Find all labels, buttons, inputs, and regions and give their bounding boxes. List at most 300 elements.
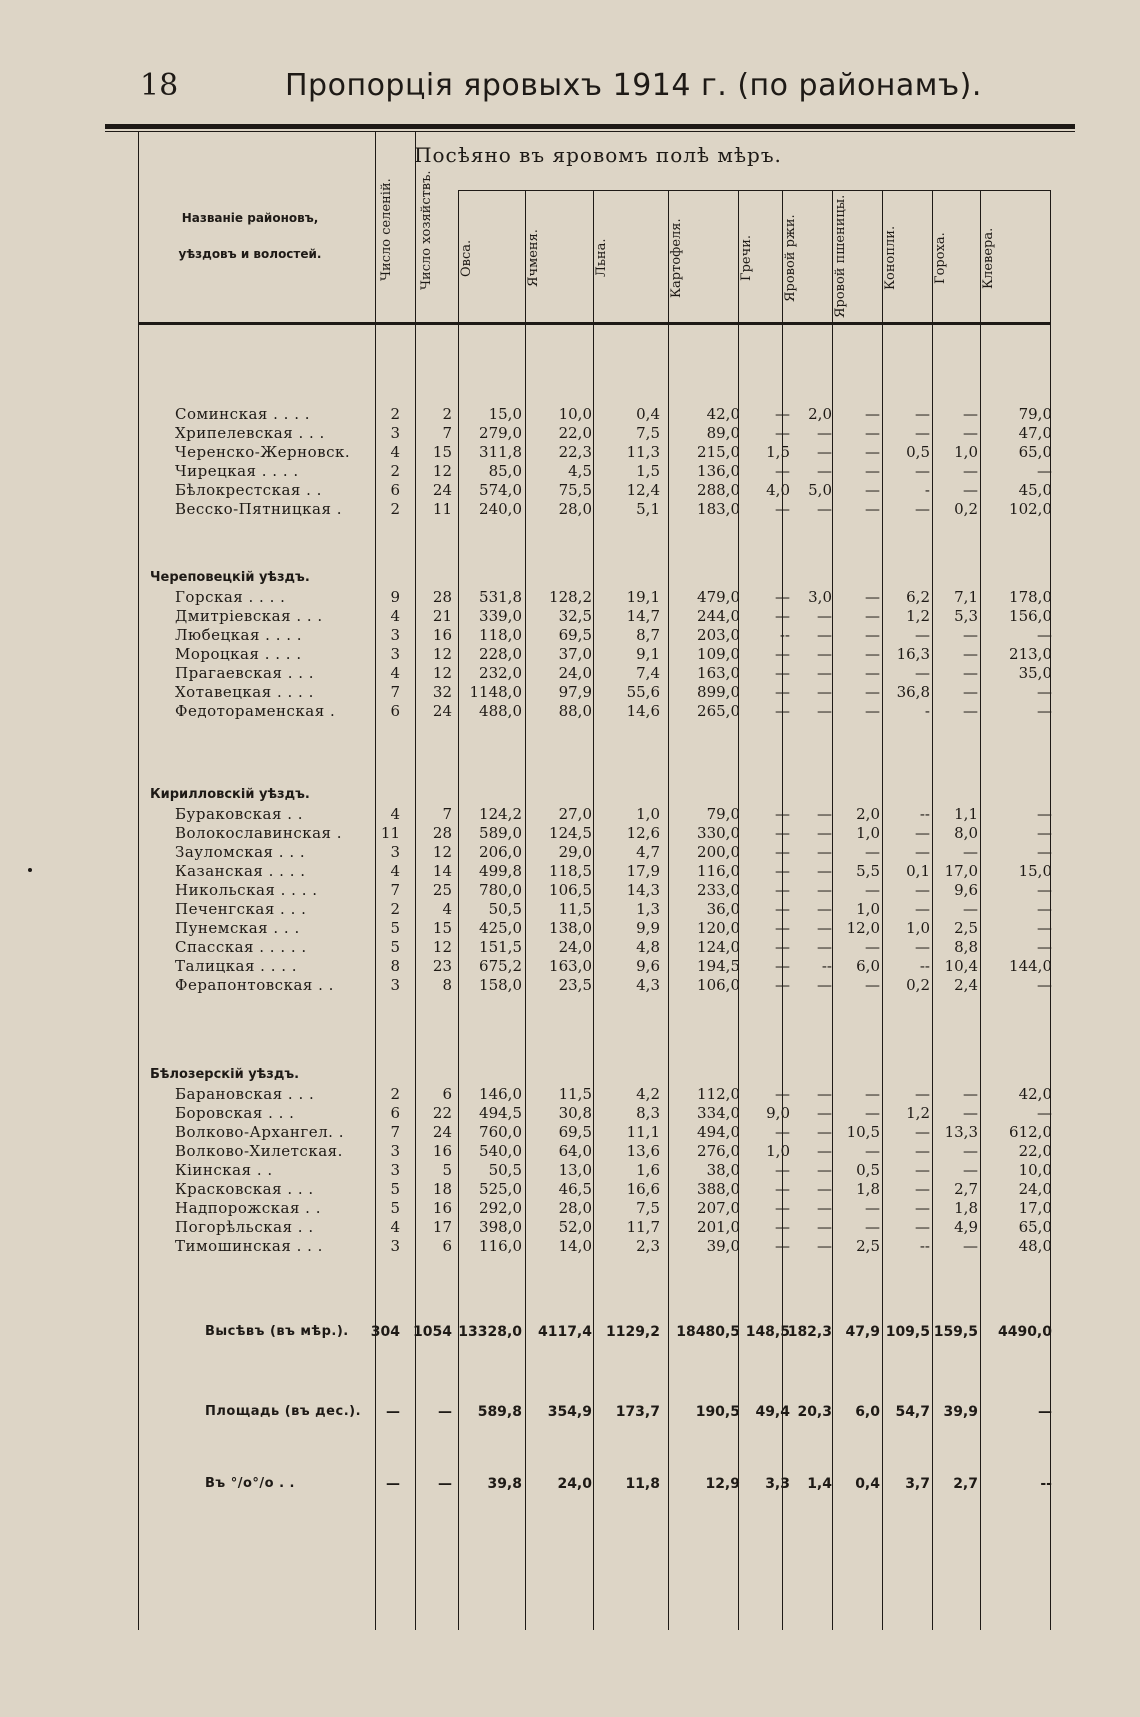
cell-value: 118,0	[479, 626, 522, 644]
cell-value: 24,0	[557, 1476, 592, 1492]
header-rule-thin	[105, 131, 1075, 132]
cell-value: —	[963, 481, 978, 499]
cell-value: —	[963, 702, 978, 720]
cell-value: —	[817, 1085, 832, 1103]
cell-value: 3,0	[808, 588, 832, 606]
cell-value: 589,0	[479, 824, 522, 842]
cell-value: 112,0	[697, 1085, 740, 1103]
cell-value: 1,0	[766, 1142, 790, 1160]
cell-value: 124,2	[479, 805, 522, 823]
cell-value: 13,6	[626, 1142, 660, 1160]
row-label: Печенгская . . .	[175, 900, 307, 918]
cell-value: 6	[442, 1085, 452, 1103]
cell-value: —	[915, 938, 930, 956]
row-label: Ферапонтовская . .	[175, 976, 334, 994]
table-row	[0, 938, 1140, 957]
cell-value: 7	[390, 1123, 400, 1141]
cell-value: 12,0	[846, 919, 880, 937]
cell-value: 675,2	[479, 957, 522, 975]
cell-value: 1,3	[636, 900, 660, 918]
page-number: 18	[140, 68, 179, 103]
cell-value: 19,1	[626, 588, 660, 606]
table-row	[0, 1404, 1140, 1423]
table-row	[0, 805, 1140, 824]
cell-value: 47,9	[845, 1324, 880, 1340]
cell-value: 330,0	[697, 824, 740, 842]
cell-value: 339,0	[479, 607, 522, 625]
cell-value: 48,0	[1018, 1237, 1052, 1255]
cell-value: —	[817, 1218, 832, 1236]
cell-value: 12,6	[626, 824, 660, 842]
cell-value: —	[775, 702, 790, 720]
cell-value: —	[775, 607, 790, 625]
cell-value: --	[919, 1237, 930, 1255]
cell-value: 32,5	[558, 607, 592, 625]
cell-value: 4,2	[636, 1085, 660, 1103]
cell-value: 1,5	[636, 462, 660, 480]
cell-value: 16	[432, 1199, 452, 1217]
cell-value: --	[919, 805, 930, 823]
table-row	[0, 1180, 1140, 1199]
cell-value: 398,0	[479, 1218, 522, 1236]
cell-value: 8	[442, 976, 452, 994]
cell-value: 540,0	[479, 1142, 522, 1160]
cell-value: 28,0	[558, 1199, 592, 1217]
cell-value: 1,2	[906, 607, 930, 625]
table-row	[0, 443, 1140, 462]
cell-value: 14,7	[626, 607, 660, 625]
cell-value: 3	[390, 645, 400, 663]
cell-value: 4,8	[636, 938, 660, 956]
cell-value: —	[775, 1199, 790, 1217]
cell-value: —	[963, 1104, 978, 1122]
cell-value: 128,2	[549, 588, 592, 606]
cell-value: —	[915, 1180, 930, 1198]
cell-value: —	[963, 1237, 978, 1255]
name-column-header-line2: уѣздовъ и волостей.	[178, 247, 322, 261]
cell-value: 760,0	[479, 1123, 522, 1141]
table-row	[0, 424, 1140, 443]
cell-value: 97,9	[558, 683, 592, 701]
cell-value: —	[865, 500, 880, 518]
cell-value: 156,0	[1009, 607, 1052, 625]
cell-value: 311,8	[479, 443, 522, 461]
cell-value: —	[817, 919, 832, 937]
row-label: Надпорожская . .	[175, 1199, 321, 1217]
cell-value: —	[915, 900, 930, 918]
cell-value: 11,5	[558, 900, 592, 918]
cell-value: —	[1037, 881, 1052, 899]
cell-value: 2,7	[953, 1476, 978, 1492]
cell-value: 4117,4	[537, 1324, 592, 1340]
cell-value: 0,2	[954, 500, 978, 518]
cell-value: 69,5	[558, 1123, 592, 1141]
cell-value: 182,3	[787, 1324, 832, 1340]
cell-value: —	[915, 1123, 930, 1141]
cell-value: 9	[390, 588, 400, 606]
cell-value: 3	[390, 843, 400, 861]
cell-value: 148,5	[745, 1324, 790, 1340]
cell-value: —	[963, 1161, 978, 1179]
cell-value: 10,0	[1018, 1161, 1052, 1179]
cell-value: 244,0	[697, 607, 740, 625]
cell-value: —	[963, 664, 978, 682]
cell-value: 52,0	[558, 1218, 592, 1236]
cell-value: —	[438, 1476, 452, 1492]
cell-value: —	[817, 443, 832, 461]
table-row	[0, 824, 1140, 843]
cell-value: 4	[390, 1218, 400, 1236]
cell-value: 5	[390, 919, 400, 937]
cell-value: —	[775, 1161, 790, 1179]
cell-value: 5	[390, 1180, 400, 1198]
cell-value: 1,5	[766, 443, 790, 461]
cell-value: 2	[390, 500, 400, 518]
cell-value: —	[386, 1476, 400, 1492]
cell-value: —	[817, 976, 832, 994]
cell-value: 2,4	[954, 976, 978, 994]
cell-value: 65,0	[1018, 443, 1052, 461]
cell-value: 37,0	[558, 645, 592, 663]
table-row	[0, 500, 1140, 519]
cell-value: 1148,0	[469, 683, 522, 701]
cell-value: 7	[442, 805, 452, 823]
district-title: Череповецкій уѣздъ.	[150, 570, 310, 585]
cell-value: 173,7	[615, 1404, 660, 1420]
cell-value: 7,5	[636, 424, 660, 442]
cell-value: —	[865, 976, 880, 994]
cell-value: 1,0	[954, 443, 978, 461]
row-label: Хрипелевская . . .	[175, 424, 325, 442]
cell-value: 106,0	[697, 976, 740, 994]
cell-value: 5	[390, 938, 400, 956]
row-label: Красковская . . .	[175, 1180, 314, 1198]
cell-value: 3	[390, 1161, 400, 1179]
cell-value: —	[775, 588, 790, 606]
cell-value: —	[865, 702, 880, 720]
cell-value: 109,5	[885, 1324, 930, 1340]
cell-value: —	[963, 645, 978, 663]
cell-value: —	[817, 1123, 832, 1141]
cell-value: 233,0	[697, 881, 740, 899]
cell-value: 3	[390, 976, 400, 994]
cell-value: 21	[432, 607, 452, 625]
cell-value: 5,5	[856, 862, 880, 880]
cell-value: 2,5	[856, 1237, 880, 1255]
cell-value: 85,0	[488, 462, 522, 480]
cell-value: 4,5	[568, 462, 592, 480]
cell-value: —	[865, 405, 880, 423]
cell-value: —	[1037, 976, 1052, 994]
cell-value: 138,0	[549, 919, 592, 937]
cell-value: 1,2	[906, 1104, 930, 1122]
cell-value: —	[1037, 919, 1052, 937]
cell-value: 1,6	[636, 1161, 660, 1179]
cell-value: —	[1037, 626, 1052, 644]
cell-value: —	[963, 1142, 978, 1160]
cell-value: 288,0	[697, 481, 740, 499]
cell-value: 3	[390, 424, 400, 442]
cell-value: —	[865, 481, 880, 499]
cell-value: 4	[390, 862, 400, 880]
cell-value: —	[817, 664, 832, 682]
cell-value: —	[865, 424, 880, 442]
cell-value: 5	[390, 1199, 400, 1217]
cell-value: 2,5	[954, 919, 978, 937]
row-label: Никольская . . . .	[175, 881, 318, 899]
table-row	[0, 645, 1140, 664]
row-label: Федотораменская .	[175, 702, 336, 720]
cell-value: 11,5	[558, 1085, 592, 1103]
cell-value: —	[775, 862, 790, 880]
cell-value: —	[1037, 702, 1052, 720]
cell-value: —	[865, 1085, 880, 1103]
cell-value: 8,7	[636, 626, 660, 644]
table-row	[0, 481, 1140, 500]
cell-value: 4	[390, 805, 400, 823]
speck	[28, 868, 32, 872]
cell-value: 144,0	[1009, 957, 1052, 975]
cell-value: 12	[432, 843, 452, 861]
cell-value: 1054	[413, 1324, 452, 1340]
cell-value: 12	[432, 938, 452, 956]
cell-value: 11	[432, 500, 452, 518]
cell-value: —	[817, 824, 832, 842]
cell-value: 488,0	[479, 702, 522, 720]
cell-value: 18	[432, 1180, 452, 1198]
group-rule	[458, 190, 1050, 191]
cell-value: 11	[380, 824, 400, 842]
cell-value: 589,8	[477, 1404, 522, 1420]
column-header: Яровой ржи.	[783, 214, 798, 302]
cell-value: —	[817, 900, 832, 918]
cell-value: 15	[432, 443, 452, 461]
cell-value: 6,2	[906, 588, 930, 606]
cell-value: 3	[390, 1237, 400, 1255]
cell-value: —	[817, 683, 832, 701]
table-row	[0, 843, 1140, 862]
cell-value: —	[963, 462, 978, 480]
cell-value: —	[775, 424, 790, 442]
cell-value: 1,0	[856, 900, 880, 918]
cell-value: 0,4	[855, 1476, 880, 1492]
cell-value: 1,0	[636, 805, 660, 823]
cell-value: —	[1037, 843, 1052, 861]
table-row	[0, 957, 1140, 976]
cell-value: 14,6	[626, 702, 660, 720]
cell-value: 55,6	[626, 683, 660, 701]
cell-value: 9,6	[636, 957, 660, 975]
table-row	[0, 588, 1140, 607]
cell-value: —	[915, 626, 930, 644]
cell-value: —	[915, 405, 930, 423]
table-row	[0, 702, 1140, 721]
cell-value: —	[963, 843, 978, 861]
row-label: Погорѣльская . .	[175, 1218, 314, 1236]
cell-value: —	[775, 664, 790, 682]
cell-value: 194,5	[697, 957, 740, 975]
cell-value: --	[919, 957, 930, 975]
cell-value: 36,0	[706, 900, 740, 918]
cell-value: 106,5	[549, 881, 592, 899]
row-label: Тимошинская . . .	[175, 1237, 323, 1255]
cell-value: 5,1	[636, 500, 660, 518]
cell-value: 3	[390, 1142, 400, 1160]
cell-value: 334,0	[697, 1104, 740, 1122]
row-label: Пунемская . . .	[175, 919, 300, 937]
cell-value: 22,0	[1018, 1142, 1052, 1160]
cell-value: 4	[390, 607, 400, 625]
cell-value: 47,0	[1018, 424, 1052, 442]
cell-value: —	[915, 1199, 930, 1217]
cell-value: —	[865, 443, 880, 461]
cell-value: —	[817, 881, 832, 899]
cell-value: —	[865, 664, 880, 682]
cell-value: 6,0	[856, 957, 880, 975]
cell-value: 7	[442, 424, 452, 442]
cell-value: 28,0	[558, 500, 592, 518]
cell-value: 16,6	[626, 1180, 660, 1198]
cell-value: 36,8	[896, 683, 930, 701]
cell-value: —	[915, 500, 930, 518]
cell-value: —	[1037, 805, 1052, 823]
cell-value: —	[865, 1218, 880, 1236]
cell-value: 10,4	[944, 957, 978, 975]
cell-value: 494,0	[697, 1123, 740, 1141]
cell-value: —	[775, 824, 790, 842]
cell-value: 13328,0	[458, 1324, 522, 1340]
cell-value: -	[924, 702, 930, 720]
cell-value: 232,0	[479, 664, 522, 682]
column-header: Картофеля.	[669, 218, 684, 298]
cell-value: 5,3	[954, 607, 978, 625]
cell-value: 11,7	[626, 1218, 660, 1236]
cell-value: —	[963, 424, 978, 442]
cell-value: —	[865, 626, 880, 644]
table-row	[0, 1123, 1140, 1142]
cell-value: 8,3	[636, 1104, 660, 1122]
cell-value: 0,5	[906, 443, 930, 461]
cell-value: 22,3	[558, 443, 592, 461]
cell-value: —	[915, 1142, 930, 1160]
cell-value: —	[817, 805, 832, 823]
cell-value: —	[915, 1218, 930, 1236]
table-row	[0, 462, 1140, 481]
row-label: Черенско-Жерновск.	[175, 443, 351, 461]
column-header: Гороха.	[933, 232, 948, 284]
row-label: Соминская . . . .	[175, 405, 310, 423]
cell-value: 11,3	[626, 443, 660, 461]
row-label: Горская . . . .	[175, 588, 286, 606]
cell-value: 15,0	[1018, 862, 1052, 880]
column-header: Гречи.	[739, 235, 754, 282]
cell-value: —	[1037, 1104, 1052, 1122]
cell-value: —	[865, 462, 880, 480]
cell-value: —	[775, 957, 790, 975]
cell-value: —	[865, 881, 880, 899]
cell-value: 265,0	[697, 702, 740, 720]
cell-value: 200,0	[697, 843, 740, 861]
cell-value: 15,0	[488, 405, 522, 423]
cell-value: 2	[390, 462, 400, 480]
row-label: Въ °/о°/о . .	[205, 1476, 295, 1491]
cell-value: 12,9	[705, 1476, 740, 1492]
cell-value: —	[963, 900, 978, 918]
cell-value: 6	[390, 702, 400, 720]
column-header: Яровой пшеницы.	[833, 194, 848, 318]
cell-value: 159,5	[933, 1324, 978, 1340]
table-row	[0, 1199, 1140, 1218]
cell-value: 206,0	[479, 843, 522, 861]
cell-value: —	[865, 1142, 880, 1160]
cell-value: —	[775, 1218, 790, 1236]
cell-value: 279,0	[479, 424, 522, 442]
table-row	[0, 607, 1140, 626]
cell-value: —	[865, 588, 880, 606]
cell-value: 89,0	[706, 424, 740, 442]
cell-value: —	[775, 919, 790, 937]
cell-value: 20,3	[797, 1404, 832, 1420]
row-label: Волокославинская .	[175, 824, 343, 842]
cell-value: 24,0	[558, 938, 592, 956]
cell-value: —	[775, 1180, 790, 1198]
name-column-header-line1: Названіе районовъ,	[181, 211, 319, 225]
cell-value: 354,9	[547, 1404, 592, 1420]
cell-value: 203,0	[697, 626, 740, 644]
cell-value: 5,0	[808, 481, 832, 499]
cell-value: 6	[442, 1237, 452, 1255]
cell-value: —	[915, 881, 930, 899]
cell-value: 30,8	[558, 1104, 592, 1122]
cell-value: 29,0	[558, 843, 592, 861]
cell-value: —	[817, 626, 832, 644]
cell-value: —	[915, 1161, 930, 1179]
table-row	[0, 1142, 1140, 1161]
table-row	[0, 1161, 1140, 1180]
cell-value: —	[915, 664, 930, 682]
cell-value: —	[817, 1142, 832, 1160]
header-bottom-rule	[138, 322, 1050, 325]
cell-value: 1,0	[856, 824, 880, 842]
cell-value: 0,2	[906, 976, 930, 994]
cell-value: 8,8	[954, 938, 978, 956]
column-header: Овса.	[459, 239, 474, 277]
row-label: Талицкая . . . .	[175, 957, 298, 975]
row-label: Кіинская . .	[175, 1161, 273, 1179]
cell-value: —	[817, 462, 832, 480]
cell-value: 499,8	[479, 862, 522, 880]
cell-value: —	[438, 1404, 452, 1420]
cell-value: 109,0	[697, 645, 740, 663]
cell-value: 50,5	[488, 900, 522, 918]
cell-value: 24	[432, 1123, 452, 1141]
cell-value: 1,1	[954, 805, 978, 823]
cell-value: —	[817, 1104, 832, 1122]
cell-value: —	[775, 1085, 790, 1103]
page-title: Пропорція яровыхъ 1914 г. (по районамъ).	[285, 68, 982, 103]
cell-value: —	[1037, 938, 1052, 956]
cell-value: 54,7	[895, 1404, 930, 1420]
cell-value: 10,5	[846, 1123, 880, 1141]
cell-value: —	[963, 1085, 978, 1103]
cell-value: 215,0	[697, 443, 740, 461]
table-row	[0, 683, 1140, 702]
cell-value: 425,0	[479, 919, 522, 937]
cell-value: —	[963, 683, 978, 701]
cell-value: 69,5	[558, 626, 592, 644]
cell-value: 17,9	[626, 862, 660, 880]
cell-value: 240,0	[479, 500, 522, 518]
